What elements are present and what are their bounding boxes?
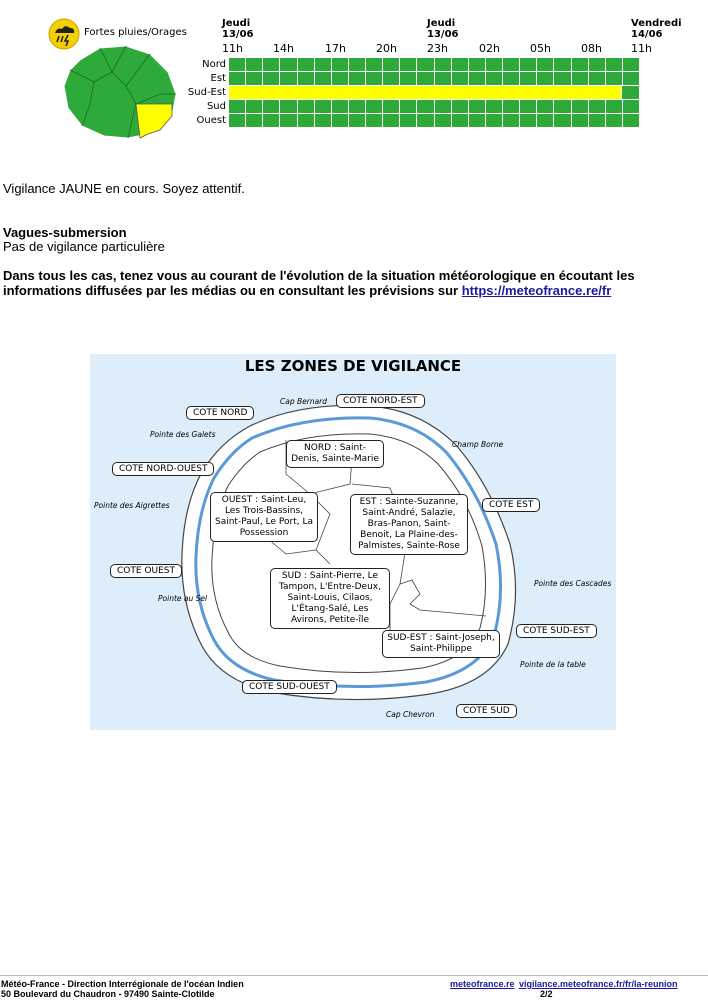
timeline-row-label: Sud [206,101,226,112]
timeline-cell [452,114,469,127]
timeline-cell [604,86,622,99]
timeline-cell [246,100,263,113]
zone-ouest-box: OUEST : Saint-Leu, Les Trois-Bassins, Saint-Paul, Le Port, La Possession [210,492,318,542]
timeline-row-ouest [229,114,639,127]
timeline-cell [366,100,383,113]
timeline-cell [229,72,246,85]
timeline-cell [554,58,571,71]
footer-link-meteofrance[interactable]: meteofrance.re [450,979,515,989]
place-label: Cap Bernard [280,397,328,406]
timeline-cell [417,72,434,85]
timeline-cell [623,100,639,113]
timeline-cell [435,100,452,113]
timeline-cell [400,58,417,71]
footer-link-vigilance[interactable]: vigilance.meteofrance.fr/fr/la-reunion [519,979,678,989]
timeline-cell [263,72,280,85]
timeline-cell [452,58,469,71]
timeline-day-name: Vendredi [631,18,682,29]
timeline-cell [383,58,400,71]
timeline-cell [263,114,280,127]
coast-sud-ouest-label: COTE SUD-OUEST [242,680,337,694]
coast-nord-ouest-label: COTE NORD-OUEST [112,462,214,476]
timeline-cell [417,86,434,99]
timeline-row-label: Sud-Est [187,87,226,98]
timeline-cell [229,100,246,113]
timeline-day-date: 13/06 [222,29,254,40]
timeline-row-nord [229,58,639,71]
timeline-cell [315,72,332,85]
vigilance-status: Vigilance JAUNE en cours. Soyez attentif. [3,181,245,196]
coast-sud-est-label: COTE SUD-EST [516,624,597,638]
timeline-cell [606,72,623,85]
timeline-row-label: Est [210,73,226,84]
timeline-cell [622,86,639,99]
timeline-cell [332,58,349,71]
timeline-cell [452,72,469,85]
timeline-cell [349,72,366,85]
coast-ouest-label: COTE OUEST [110,564,182,578]
advice-paragraph [3,268,703,298]
timeline-cell [469,58,486,71]
timeline-cell [399,86,416,99]
timeline-cell [382,86,399,99]
timeline-day-0 [222,18,253,40]
timeline-cell [435,114,452,127]
timeline-cell [554,72,571,85]
timeline-cell [263,86,280,99]
timeline-cell [503,114,520,127]
timeline-cell [417,114,434,127]
timeline-cell [623,58,639,71]
timeline-cell [366,114,383,127]
footer-divider [0,975,708,976]
footer-org: Météo-France - Direction Interrégionale de l'océan Indien [1,979,244,989]
timeline-cell [502,86,519,99]
timeline-cell [520,100,537,113]
waves-title: Vagues-submersion [3,225,127,240]
timeline-cell [365,86,382,99]
place-label: Pointe de la table [520,660,586,669]
timeline-cell [297,86,314,99]
timeline-cell [229,58,246,71]
coast-nord-est-label: COTE NORD-EST [336,394,425,408]
place-label: Pointe des Cascades [534,579,612,588]
timeline-hour-label: 11h [631,42,652,55]
timeline-hour-label: 05h [530,42,551,55]
timeline-cell [349,58,366,71]
place-label: Pointe des Aigrettes [94,501,170,510]
timeline-cell [486,72,503,85]
timeline-cell [435,58,452,71]
timeline-cell [503,58,520,71]
timeline-cell [536,86,553,99]
timeline-hour-label: 20h [376,42,397,55]
timeline-hour-label: 02h [479,42,500,55]
timeline-cell [229,114,246,127]
timeline-cell [623,114,639,127]
timeline-hour-label: 23h [427,42,448,55]
place-label: Champ Borne [452,440,504,449]
timeline-cell [519,86,536,99]
timeline-hour-label: 17h [325,42,346,55]
timeline-cell [417,58,434,71]
timeline-cell [589,58,606,71]
timeline-cell [349,100,366,113]
timeline-cell [280,114,297,127]
timeline-cell [263,58,280,71]
place-label: Cap Chevron [386,710,435,719]
timeline-cell [469,114,486,127]
timeline-cell [263,100,280,113]
place-label: Pointe au Sel [158,594,208,603]
legend-label: Fortes pluies/Orages [84,27,187,38]
timeline-row-est [229,72,639,85]
timeline-hour-label: 14h [273,42,294,55]
timeline-cell [315,58,332,71]
timeline-cell [520,58,537,71]
timeline-cell [469,72,486,85]
timeline-cell [435,72,452,85]
timeline-cell [246,86,263,99]
timeline-cell [246,114,263,127]
timeline-day-1 [427,18,458,40]
place-label: Pointe des Galets [150,430,216,439]
timeline-cell [298,100,315,113]
timeline-cell [572,72,589,85]
timeline-day-name: Jeudi [222,18,251,29]
zone-sud-box: SUD : Saint-Pierre, Le Tampon, L'Entre-Deux, Saint-Louis, Cilaos, L'Étang-Salé, Les Avirons, Petite-île [270,568,390,629]
timeline-cell [314,86,331,99]
timeline-cell [486,114,503,127]
zones-map [90,354,616,730]
timeline-cell [315,114,332,127]
timeline-cell [587,86,604,99]
timeline-cell [589,100,606,113]
timeline-cell [400,114,417,127]
page-number: 2/2 [540,989,553,999]
timeline-cell [606,58,623,71]
timeline-cell [246,58,263,71]
timeline-cell [383,114,400,127]
timeline-day-name: Jeudi [427,18,456,29]
timeline-cell [553,86,570,99]
coast-nord-label: COTE NORD [186,406,254,420]
timeline-row-sud [229,100,639,113]
timeline-row-label: Nord [202,59,226,70]
timeline-row-sud-est [229,86,639,99]
timeline-cell [554,100,571,113]
timeline-cell [469,100,486,113]
zone-nord-box: NORD : Saint-Denis, Sainte-Marie [286,440,384,468]
advice-text: Dans tous les cas, tenez vous au courant de l'évolution de la situation météorologique en écoutant les informations diffusées par les médias ou en consultant les prévisions sur [3,268,635,298]
timeline-cell [606,114,623,127]
timeline-cell [280,100,297,113]
meteofrance-link[interactable]: https://meteofrance.re/fr [461,283,612,298]
timeline-cell [400,72,417,85]
timeline-cell [537,100,554,113]
timeline-cell [554,114,571,127]
timeline-cell [570,86,587,99]
timeline-day-date: 13/06 [427,29,459,40]
timeline-cell [623,72,639,85]
timeline-cell [434,86,451,99]
timeline-cell [503,100,520,113]
timeline-cell [520,72,537,85]
timeline-hour-label: 08h [581,42,602,55]
timeline-cell [246,72,263,85]
timeline-cell [298,114,315,127]
timeline-cell [400,100,417,113]
timeline-hour-label: 11h [222,42,243,55]
timeline-cell [537,114,554,127]
timeline-cell [366,72,383,85]
timeline-cell [280,58,297,71]
zones-map-title: LES ZONES DE VIGILANCE [244,357,462,375]
timeline-cell [315,100,332,113]
timeline-cell [332,72,349,85]
timeline-cell [298,72,315,85]
timeline-cell [589,114,606,127]
timeline-cell [537,58,554,71]
timeline-row-label: Ouest [196,115,226,126]
timeline-cell [348,86,365,99]
timeline-day-2 [631,18,682,40]
timeline-cell [332,114,349,127]
timeline-cell [331,86,348,99]
timeline-cell [572,100,589,113]
timeline-cell [280,86,297,99]
timeline-cell [229,86,246,99]
timeline-cell [366,58,383,71]
timeline-cell [520,114,537,127]
timeline-day-date: 14/06 [631,29,663,40]
timeline-cell [468,86,485,99]
timeline-cell [503,72,520,85]
timeline-cell [332,100,349,113]
timeline-cell [486,58,503,71]
timeline-cell [383,72,400,85]
zone-sud-est-box: SUD-EST : Saint-Joseph, Saint-Philippe [382,630,500,658]
timeline-cell [280,72,297,85]
waves-text: Pas de vigilance particulière [3,239,165,254]
timeline-cell [589,72,606,85]
timeline-cell [485,86,502,99]
timeline-cell [349,114,366,127]
zone-est-box: EST : Sainte-Suzanne, Saint-André, Salazie, Bras-Panon, Saint-Benoit, La Plaine-des-Palmistes, Sainte-Rose [350,494,468,555]
timeline-cell [417,100,434,113]
timeline-cell [452,100,469,113]
timeline-cell [486,100,503,113]
timeline-cell [537,72,554,85]
timeline-cell [572,114,589,127]
coast-est-label: COTE EST [482,498,540,512]
timeline-cell [606,100,623,113]
coast-sud-label: COTE SUD [456,704,517,718]
timeline-cell [572,58,589,71]
timeline-cell [298,58,315,71]
footer-address: 50 Boulevard du Chaudron - 97490 Sainte-Clotilde [1,989,215,999]
timeline-cell [451,86,468,99]
timeline-cell [383,100,400,113]
reunion-region-map [60,42,190,142]
